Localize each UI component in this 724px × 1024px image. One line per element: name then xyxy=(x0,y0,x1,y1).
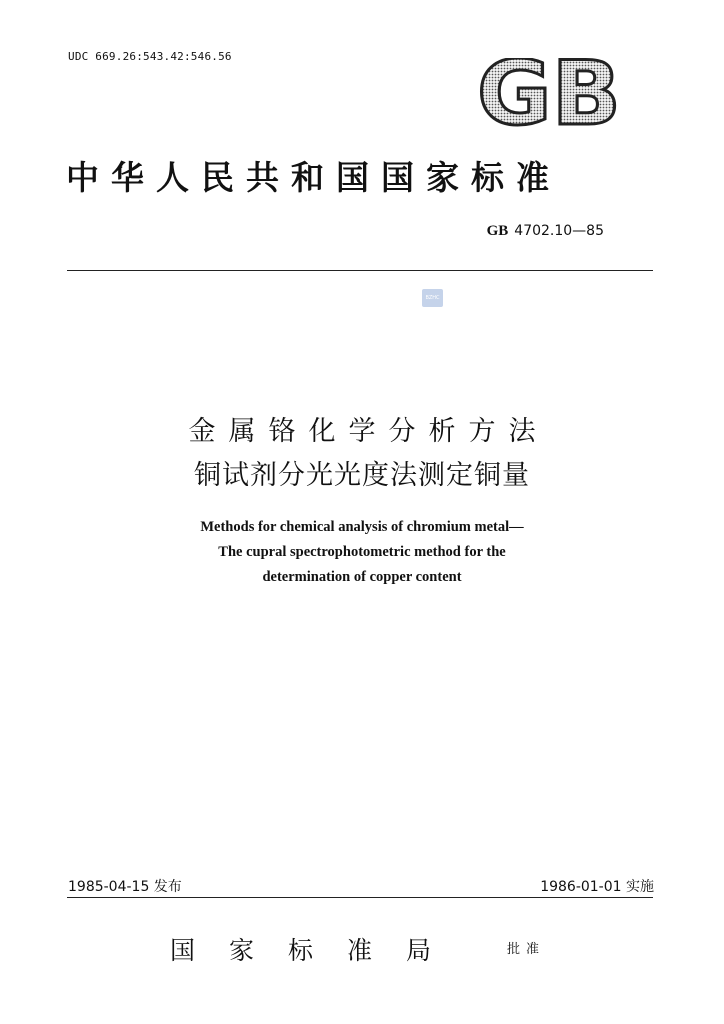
english-title-line-1: Methods for chemical analysis of chromium metal— xyxy=(200,519,524,535)
standard-code: 4702.10—85 xyxy=(514,223,604,239)
english-title xyxy=(0,515,724,590)
issue-date: 1985-04-15 发布 xyxy=(68,879,182,895)
watermark-stamp: BZHC xyxy=(422,289,443,307)
standard-prefix: GB xyxy=(486,223,509,239)
english-title-line-3: determination of copper content xyxy=(262,569,462,585)
issuing-authority: 国家标准局 xyxy=(170,936,466,965)
bottom-divider xyxy=(67,897,653,898)
logo-text: GB xyxy=(477,58,621,132)
udc-code: UDC 669.26:543.42:546.56 xyxy=(68,50,232,63)
top-divider xyxy=(67,270,653,271)
gb-logo xyxy=(476,58,622,132)
approval-label: 批准 xyxy=(507,942,546,957)
chinese-title-line-1: 金属铬化学分析方法 xyxy=(188,416,549,447)
chinese-title-line-2: 铜试剂分光光度法测定铜量 xyxy=(194,460,530,491)
national-standard-title: 中华人民共和国国家标准 xyxy=(66,158,561,197)
standard-number xyxy=(487,223,604,240)
english-title-line-2: The cupral spectrophotometric method for the xyxy=(218,544,506,560)
effective-date: 1986-01-01 实施 xyxy=(540,879,654,895)
